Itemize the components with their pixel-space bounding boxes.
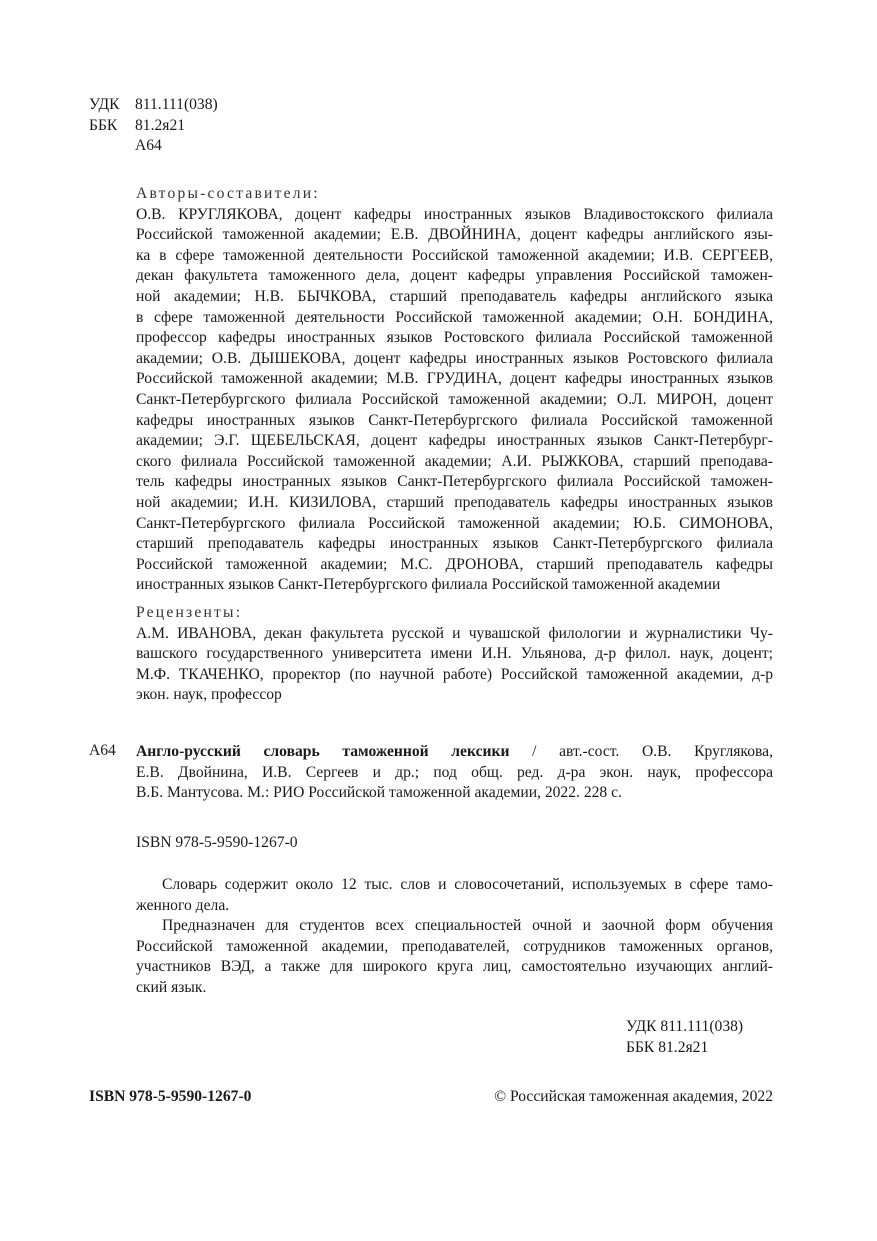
abstract [136, 875, 773, 999]
footer-codes [626, 1017, 743, 1058]
bbk-label: ББК [89, 116, 118, 134]
authors-line: Российской таможенной академии; М.В. ГРУДИНА, доцент кафедры иностранных языков [136, 370, 773, 388]
authors-line: академии; О.В. ДЫШЕКОВА, доцент кафедры иностранных языков Ростовского филиала [136, 349, 773, 367]
authors-line: ского филиала Российской таможенной академии; А.И. РЫЖКОВА, старший преподава- [136, 452, 773, 470]
authors-line: ной академии; И.Н. КИЗИЛОВА, старший преподаватель кафедры иностранных языков [136, 493, 773, 511]
abstract-line: ский язык. [136, 978, 207, 996]
authors-line: профессор кафедры иностранных языков Ростовского филиала Российской таможенной [136, 329, 773, 347]
footer-bbk: ББК 81.2я21 [626, 1038, 709, 1056]
authors-line: старший преподаватель кафедры иностранных языков Санкт-Петербургского филиала [136, 535, 773, 553]
bib-line1: / авт.-сост. О.В. Круглякова, [509, 743, 773, 760]
reviewers-text [136, 624, 773, 706]
bib-line3: В.Б. Мантусова. М.: РИО Российской таможенной академии, 2022. 228 с. [136, 784, 622, 802]
bbk-code: 81.2я21 [135, 116, 186, 134]
abstract-line: участников ВЭД, а также для широкого круга лиц, самостоятельно изучающих англий- [136, 958, 773, 976]
abstract-line: Словарь содержит около 12 тыс. слов и словосочетаний, используемых в сфере тамо- [162, 876, 773, 893]
authors-text [136, 205, 773, 596]
authors-heading: Авторы-составители: [136, 185, 320, 202]
udk-label: УДК [89, 96, 120, 113]
authors-line: Санкт-Петербургского филиала Российской таможенной академии; О.Л. МИРОН, доцент [136, 390, 773, 408]
classification-codes [89, 95, 218, 157]
bottom-isbn: ISBN 978-5-9590-1267-0 [89, 1088, 252, 1105]
abstract-line: женного дела. [136, 896, 230, 914]
bib-line2: Е.В. Двойнина, И.В. Сергеев и др.; под общ. ред. д-ра экон. наук, профессора [136, 763, 773, 781]
bibliographic-record [136, 742, 773, 804]
authors-line: академии; Э.Г. ЩЕБЕЛЬСКАЯ, доцент кафедры иностранных языков Санкт-Петербург- [136, 432, 773, 450]
copyright: © Российская таможенная академия, 2022 [494, 1088, 773, 1105]
authors-line: кафедры иностранных языков Санкт-Петербургского филиала Российской таможенной [136, 411, 773, 429]
reviewers-line: А.М. ИВАНОВА, декан факультета русской и чувашской филологии и журналистики Чу- [136, 624, 773, 642]
reviewers-line: вашского государственного университета имени И.Н. Ульянова, д-р филол. наук, доцент; [136, 645, 773, 663]
reviewers-line: экон. наук, профессор [136, 686, 282, 704]
authors-line: тель кафедры иностранных языков Санкт-Петербургского филиала Российской таможен- [136, 473, 773, 491]
authors-line: Российской таможенной академии; М.С. ДРОНОВА, старший преподаватель кафедры [136, 555, 773, 573]
abstract-line: Российской таможенной академии, преподавателей, сотрудников таможенных органов, [136, 937, 773, 955]
authors-line: иностранных языков Санкт-Петербургского филиала Российской таможенной академии [136, 576, 721, 594]
authors-line: в сфере таможенной деятельности Российской таможенной академии; О.Н. БОНДИНА, [136, 308, 773, 326]
reviewers-heading: Рецензенты: [136, 604, 243, 621]
book-title: Англо-русский словарь таможенной лексики [136, 743, 510, 760]
bib-mark: А64 [89, 742, 116, 759]
authors-line: ка в сфере таможенной деятельности Российской таможенной академии; И.В. СЕРГЕЕВ, [136, 246, 773, 264]
reviewers-line: М.Ф. ТКАЧЕНКО, проректор (по научной работе) Российской таможенной академии, д-р [136, 665, 773, 683]
authors-line: Санкт-Петербургского филиала Российской таможенной академии; Ю.Б. СИМОНОВА, [136, 514, 773, 532]
udk-code: 811.111(038) [135, 96, 218, 113]
author-mark: А64 [135, 137, 162, 155]
abstract-line: Предназначен для студентов всех специальностей очной и заочной форм обучения [162, 917, 773, 935]
authors-line: Российской таможенной академии; Е.В. ДВОЙНИНА, доцент кафедры английского язы- [136, 226, 773, 244]
authors-line: декан факультета таможенного дела, доцент кафедры управления Российской таможен- [136, 267, 773, 285]
footer-udk: УДК 811.111(038) [626, 1018, 744, 1035]
authors-section [136, 184, 773, 596]
authors-line: ной академии; Н.В. БЫЧКОВА, старший преподаватель кафедры английского языка [136, 287, 773, 305]
authors-line: О.В. КРУГЛЯКОВА, доцент кафедры иностранных языков Владивостокского филиала [136, 205, 773, 223]
reviewers-section [136, 603, 773, 706]
isbn: ISBN 978-5-9590-1267-0 [136, 834, 298, 851]
